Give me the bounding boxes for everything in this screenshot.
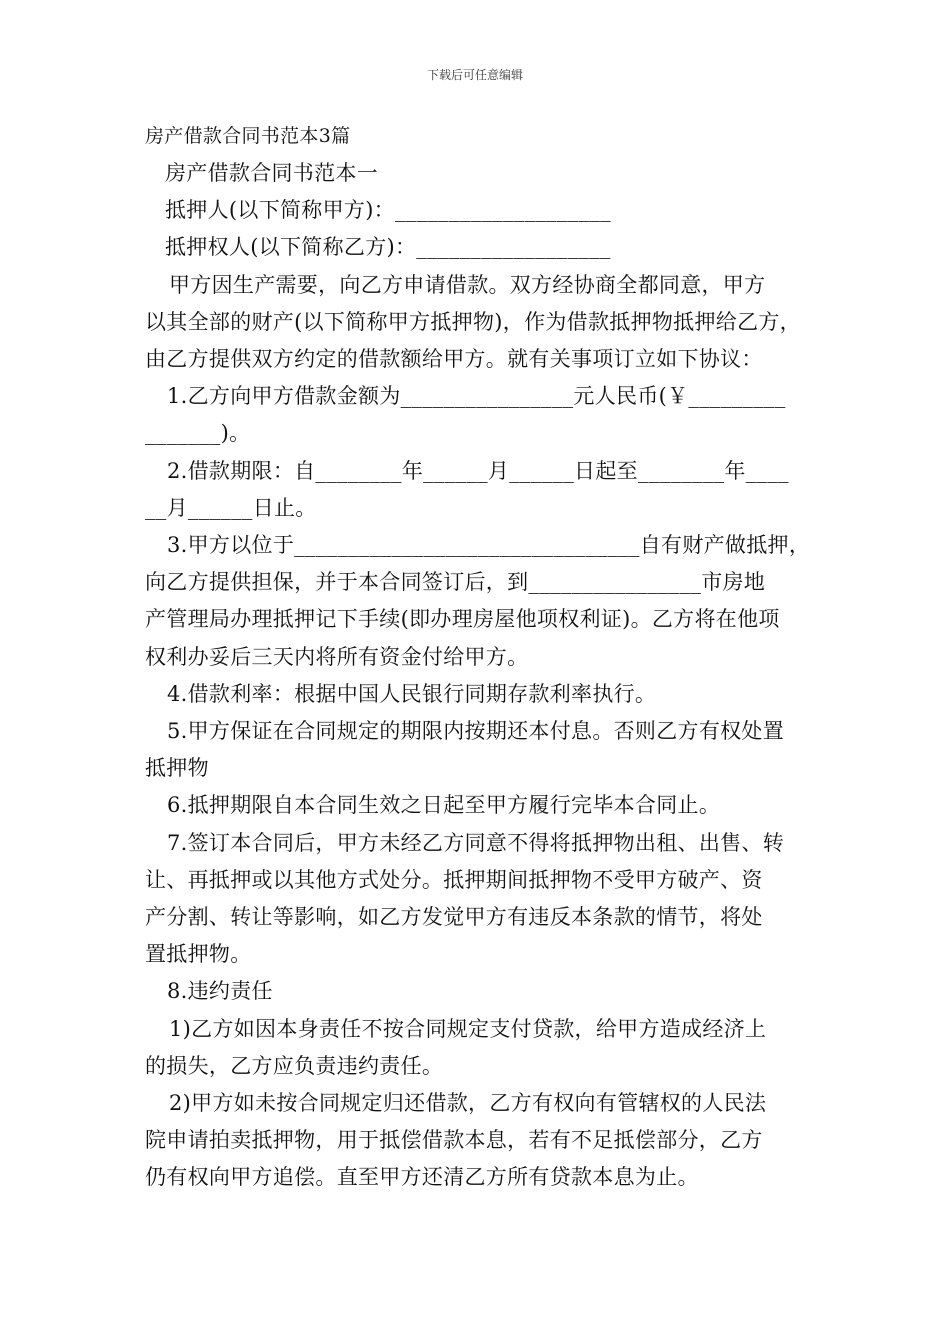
clause-line: 8.违约责任 <box>167 979 273 1004</box>
clause-line: 产分割、转让等影响，如乙方发觉甲方有违反本条款的情节，将处 <box>145 905 763 930</box>
clause-line: 置抵押物。 <box>145 942 252 967</box>
sub-clause-line: 院申请拍卖抵押物，用于抵偿借款本息，若有不足抵偿部分，乙方 <box>145 1128 763 1153</box>
clause-line: 5.甲方保证在合同规定的期限内按期还本付息。否则乙方有权处置 <box>167 719 785 744</box>
paragraph-line: 以其全部的财产(以下简称甲方抵押物)，作为借款抵押物抵押给乙方， <box>145 309 801 334</box>
section-heading: 房产借款合同书范本一 <box>165 161 378 185</box>
document-body <box>145 118 813 1197</box>
clause-line: 2.借款期限：自________年______月______日起至________年____ <box>167 458 789 483</box>
clause-line: 7.签订本合同后，甲方未经乙方同意不得将抵押物出租、出售、转 <box>167 830 785 855</box>
header-note: 下载后可任意编辑 <box>426 68 523 82</box>
clause-line: __月______日止。 <box>145 495 317 520</box>
mortgagor-line: 抵押人(以下简称甲方)：____________________ <box>165 198 611 223</box>
document-title: 房产借款合同书范本3篇 <box>145 125 351 147</box>
sub-clause-line: 1)乙方如因本身责任不按合同规定支付贷款，给甲方造成经济上 <box>169 1016 767 1041</box>
clause-line: 产管理局办理抵押记下手续(即办理房屋他项权利证)。乙方将在他项 <box>145 607 780 632</box>
clause-line: 1.乙方向甲方借款金额为________________元人民币(￥_________ <box>167 384 786 409</box>
clause-line: 3.甲方以位于________________________________自有财产做抵押， <box>167 533 811 558</box>
clause-line: 4.借款利率：根据中国人民银行同期存款利率执行。 <box>167 681 657 706</box>
clause-line: 让、再抵押或以其他方式处分。抵押期间抵押物不受甲方破产、资 <box>145 867 763 892</box>
sub-clause-line: 2)甲方如未按合同规定归还借款，乙方有权向有管辖权的人民法 <box>169 1091 767 1116</box>
clause-line: 权利办妥后三天内将所有资金付给甲方。 <box>145 644 529 669</box>
sub-clause-line: 仍有权向甲方追偿。直至甲方还清乙方所有贷款本息为止。 <box>145 1165 699 1190</box>
clause-line: _______)。 <box>145 421 251 446</box>
paragraph-line: 由乙方提供双方约定的借款额给甲方。就有关事项订立如下协议： <box>145 347 763 372</box>
clause-line: 6.抵押期限自本合同生效之日起至甲方履行完毕本合同止。 <box>167 793 721 818</box>
clause-line: 抵押物 <box>145 756 209 781</box>
clause-line: 向乙方提供担保，并于本合同签订后，到________________市房地 <box>145 570 766 595</box>
sub-clause-line: 的损失，乙方应负责违约责任。 <box>145 1053 444 1078</box>
paragraph-line: 甲方因生产需要，向乙方申请借款。双方经协商全都同意，甲方 <box>169 272 766 297</box>
mortgagee-line: 抵押权人(以下简称乙方)：__________________ <box>165 235 611 260</box>
